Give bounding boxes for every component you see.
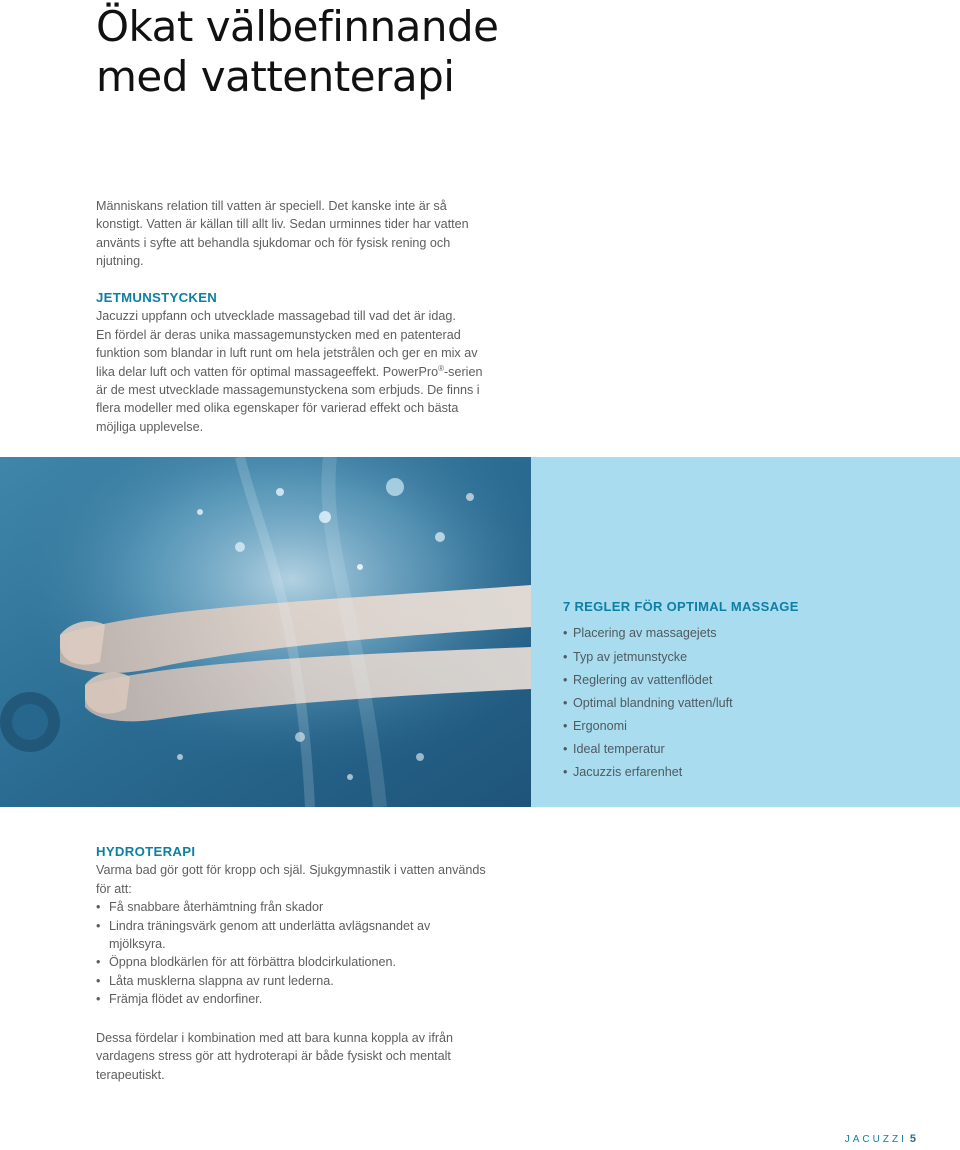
list-item [563,692,943,715]
hydro-list [96,898,496,1008]
list-item [563,715,943,738]
bullet-icon: • [96,918,101,933]
page-title [96,2,499,102]
rule-label: Typ av jetmunstycke [573,649,688,664]
list-item [96,972,496,990]
rule-label: Ergonomi [573,718,627,733]
hydro-intro: Varma bad gör gott för kropp och själ. Sjukgymnastik i vatten används för att: [96,863,486,896]
closing-paragraph: Dessa fördelar i kombination med att bara kunna koppla av ifrån vardagens stress gör att hydroterapi är både fysiskt och mentalt terapeutiskt. [96,1031,454,1082]
rule-label: Placering av massagejets [573,626,717,641]
page-number: 5 [909,1133,916,1145]
hydro-item-label: Få snabbare återhämtning från skador [109,900,324,915]
list-item [96,990,496,1008]
hydro-heading: HYDROTERAPI [96,844,196,859]
list-item [563,669,943,692]
registered-mark: ® [438,363,444,373]
jet-paragraph [96,326,486,436]
list-item [563,622,943,645]
hydro-item-label: Öppna blodkärlen för att förbättra blodcirkulationen. [109,955,397,970]
bullet-icon: • [563,718,568,733]
rule-label: Reglering av vattenflödet [573,672,713,687]
bullet-icon: • [96,973,101,988]
jet-text-part-2: -serien är de mest utvecklade massagemunstyckena som erbjuds. De finns i flera modeller med olika egenskaper för varierad effekt och bästa möjliga upplevelse. [96,364,483,434]
jet-section [96,289,486,436]
list-item [96,953,496,971]
bullet-icon: • [563,626,568,641]
bullet-icon: • [563,649,568,664]
rules-list [563,622,943,784]
jet-heading: JETMUNSTYCKEN [96,290,218,305]
jet-first-line: Jacuzzi uppfann och utvecklade massagebad till vad det är idag. [96,309,456,324]
hydro-item-label: Främja flödet av endorfiner. [109,992,263,1007]
water-massage-photo [0,457,531,807]
list-item [563,738,943,761]
list-item [96,917,434,954]
hydro-item-label: Låta musklerna slappna av runt lederna. [109,973,334,988]
hydro-item-label: Lindra träningsvärk genom att underlätta avlägsnandet av mjölksyra. [109,918,431,952]
jet-text-part-1: En fördel är deras unika massagemunstycken med en patenterad funktion som blandar in luft runt om hela jetstrålen och ger en mix av lika delar luft och vatten för optimal massageeffekt. PowerPro [96,327,478,379]
rules-heading: 7 REGLER FÖR OPTIMAL MASSAGE [563,599,799,614]
rules-panel [531,457,960,807]
bullet-icon: • [563,741,568,756]
page-title-line-2: med vattenterapi [96,52,455,101]
hydro-section [96,843,496,1009]
intro-section [96,197,486,271]
rule-label: Optimal blandning vatten/luft [573,695,733,710]
bullet-icon: • [563,695,568,710]
list-item [96,898,496,916]
bullet-icon: • [563,764,568,779]
list-item [563,761,943,784]
bullet-icon: • [96,900,101,915]
bullet-icon: • [96,992,101,1007]
closing-section [96,1029,496,1084]
list-item [563,646,943,669]
intro-paragraph: Människans relation till vatten är speciell. Det kanske inte är så konstigt. Vatten är källan till allt liv. Sedan urminnes tider har vatten använts i syfte att behandla sjukdomar och för fysisk rening och njutning. [96,199,469,269]
page-title-line-1: Ökat välbefinnande [96,2,499,51]
water-legs-illustration [0,457,531,807]
bullet-icon: • [563,672,568,687]
page-footer [845,1133,916,1145]
rule-label: Ideal temperatur [573,741,665,756]
footer-brand: JACUZZI [844,1134,907,1145]
rules-list-section [563,598,943,784]
rule-label: Jacuzzis erfarenhet [573,764,683,779]
bullet-icon: • [96,955,101,970]
